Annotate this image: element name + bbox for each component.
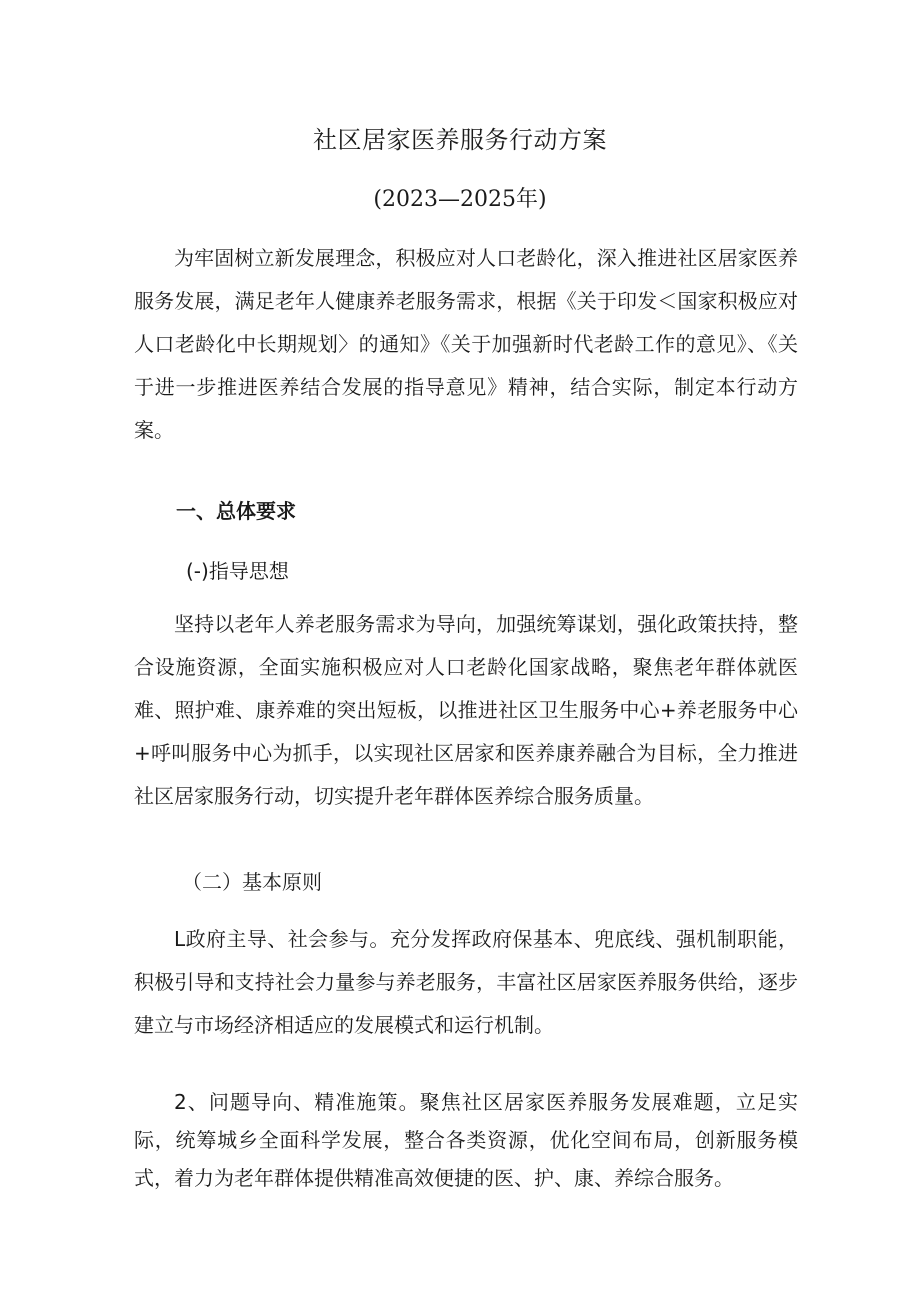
guiding-ideology-paragraph: 坚持以老年人养老服务需求为导向，加强统筹谋划，强化政策扶持，整合设施资源，全面实施积极应对人口老龄化国家战略，聚焦老年群体就医难、照护难、康养难的突出短板，以推进社区卫生服务中心+养老服务中心+呼叫服务中心为抓手，以实现社区居家和医养康养融合为目标，全力推进社区居家服务行动，切实提升老年群体医养综合服务质量。 (134, 612, 798, 808)
principle-1-paragraph: L政府主导、社会参与。充分发挥政府保基本、兜底线、强机制职能，积极引导和支持社会力量参与养老服务，丰富社区居家医养服务供给，逐步建立与市场经济相适应的发展模式和运行机制。 (134, 927, 798, 1037)
principle-2-paragraph: 2、问题导向、精准施策。聚焦社区居家医养服务发展难题，立足实际，统筹城乡全面科学发展，整合各类资源，优化空间布局，创新服务模式，着力为老年群体提供精准高效便捷的医、护、康、养综合服务。 (134, 1090, 798, 1190)
intro-paragraph: 为牢固树立新发展理念，积极应对人口老龄化，深入推进社区居家医养服务发展，满足老年人健康养老服务需求，根据《关于印发＜国家积极应对人口老龄化中长期规划〉的通知》《关于加强新时代老龄工作的意见》、《关于进一步推进医养结合发展的指导意见》精神，结合实际，制定本行动方案。 (134, 246, 798, 442)
section-heading-general-requirements: 一、总体要求 (176, 499, 296, 523)
subsection-heading-basic-principles: （二）基本原则 (182, 870, 322, 894)
subsection-heading-guiding-ideology: (-)指导思想 (186, 559, 289, 583)
document-subtitle: (2023—2025年) (373, 187, 547, 212)
document-title: 社区居家医养服务行动方案 (313, 126, 607, 154)
